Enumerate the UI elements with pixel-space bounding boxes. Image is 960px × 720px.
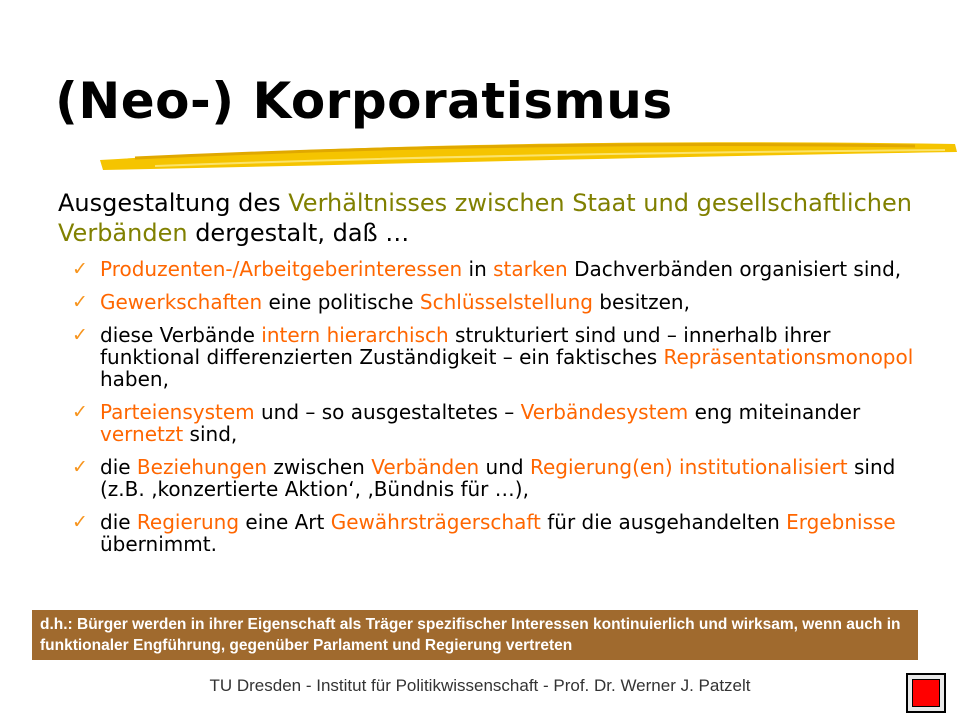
text-segment: die xyxy=(100,455,137,479)
bullet-list xyxy=(72,258,922,566)
footer-text: TU Dresden - Institut für Politikwissenschaft - Prof. Dr. Werner J. Patzelt xyxy=(209,676,751,695)
highlighted-text: institutionalisiert xyxy=(679,455,848,479)
title-underline-brush-icon xyxy=(95,128,960,178)
highlighted-text: Verhältnisses zwischen Staat und gesellschaftlichen Verbänden xyxy=(58,189,912,247)
text-segment: besitzen, xyxy=(592,290,690,314)
text-segment: sind (z.B. ‚konzertierte Aktion‘, ‚Bündnis für …), xyxy=(100,455,896,501)
checkmark-icon: ✓ xyxy=(72,291,88,313)
highlighted-text: Beziehungen xyxy=(136,455,268,479)
highlighted-text: intern hierarchisch xyxy=(261,323,449,347)
text-segment: eine Art xyxy=(239,510,331,534)
slide-title: (Neo-) Korporatismus xyxy=(55,72,673,130)
text-segment: diese Verbände xyxy=(100,323,262,347)
bullet-item xyxy=(72,511,922,555)
highlighted-text: Regierung(en) xyxy=(529,455,673,479)
bullet-item xyxy=(72,258,922,280)
checkmark-icon: ✓ xyxy=(72,324,88,346)
checkmark-icon: ✓ xyxy=(72,456,88,478)
intro-text xyxy=(58,188,918,248)
highlighted-text: Gewährsträgerschaft xyxy=(330,510,541,534)
text-segment: eine politische xyxy=(262,290,420,314)
text-segment: dergestalt, daß … xyxy=(187,219,410,247)
highlighted-text: Ergebnisse xyxy=(786,510,896,534)
highlighted-text: Regierung xyxy=(136,510,240,534)
highlighted-text: Parteiensystem xyxy=(100,400,255,424)
checkmark-icon: ✓ xyxy=(72,511,88,533)
bullet-item xyxy=(72,291,922,313)
highlighted-text: vernetzt xyxy=(100,422,184,446)
text-segment: in xyxy=(462,257,494,281)
checkmark-icon: ✓ xyxy=(72,258,88,280)
bullet-item xyxy=(72,401,922,445)
text-segment: zwischen xyxy=(267,455,372,479)
text-segment: und – so ausgestaltetes – xyxy=(254,400,521,424)
highlighted-text: starken xyxy=(493,257,568,281)
highlighted-text: Schlüsselstellung xyxy=(419,290,593,314)
text-segment: und xyxy=(479,455,530,479)
highlighted-text: Verbändesystem xyxy=(520,400,689,424)
text-segment: die xyxy=(100,510,137,534)
bullet-item xyxy=(72,456,922,500)
text-segment: haben, xyxy=(100,367,169,391)
text-segment: übernimmt. xyxy=(100,532,217,556)
bullet-item xyxy=(72,324,922,390)
text-segment: für die ausgehandelten xyxy=(540,510,787,534)
text-segment: eng miteinander xyxy=(688,400,861,424)
text-segment: Dachverbänden organisiert sind, xyxy=(567,257,902,281)
checkmark-icon: ✓ xyxy=(72,401,88,423)
highlighted-text: Produzenten-/Arbeitgeberinteressen xyxy=(100,257,463,281)
text-segment: sind, xyxy=(183,422,238,446)
red-square-icon xyxy=(912,679,940,707)
highlighted-text: Repräsentationsmonopol xyxy=(663,345,914,369)
highlighted-text: Verbänden xyxy=(371,455,480,479)
summary-note: d.h.: Bürger werden in ihrer Eigenschaft als Träger spezifischer Interessen kontinuierlich und wirksam, wenn auch in funktionaler Engführung, gegenüber Parlament und Regierung vertreten xyxy=(32,610,918,660)
nav-button[interactable] xyxy=(906,673,946,713)
text-segment: strukturiert sind und – innerhalb ihrer funktional differenzierten Zuständigkeit – ein faktisches xyxy=(100,323,831,369)
text-segment: Ausgestaltung des xyxy=(58,189,289,217)
highlighted-text: Gewerkschaften xyxy=(100,290,263,314)
